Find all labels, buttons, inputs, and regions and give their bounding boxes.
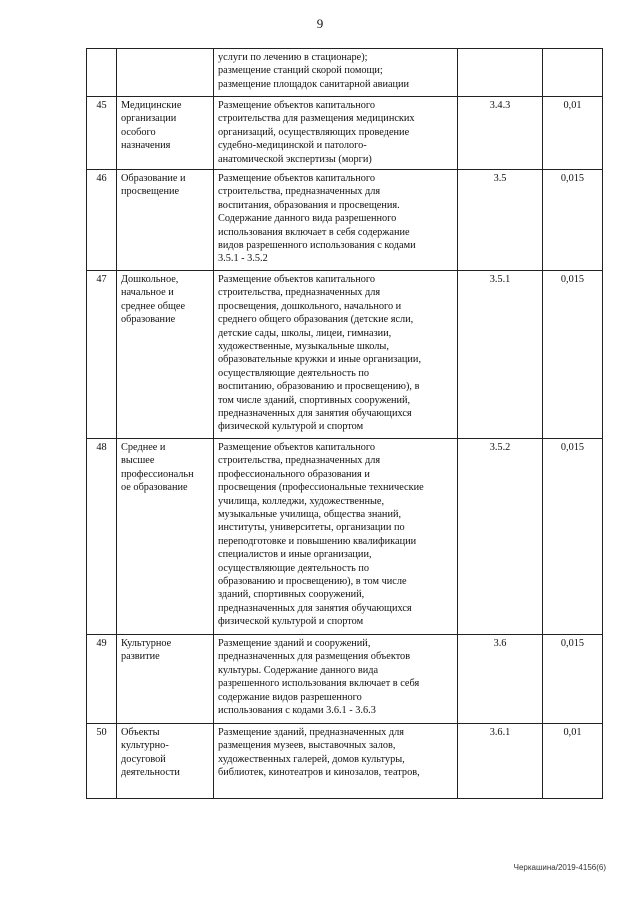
use-description-cell [214,170,458,271]
use-code-cell: 3.5.2 [458,439,543,635]
use-description-line: детские сады, школы, лицеи, гимназии, [218,327,392,339]
use-name-line: деятельности [121,767,180,779]
use-name-line: ое образование [121,482,188,494]
use-description-line: предназначенных для размещения объектов [218,651,411,663]
use-name-line: Объекты [121,727,160,738]
use-description-line: музыкальные училища, общества знаний, [218,509,402,521]
use-description-line: Размещение объектов капитального [218,274,376,285]
use-name-line: организации [121,113,177,125]
use-description-line: осуществляющие деятельность по [218,562,370,574]
row-number-cell: 49 [87,635,117,724]
use-description-line: профессионального образования и [218,468,370,480]
use-description-line: просвещения (профессиональные технические [218,482,424,494]
use-name-line: профессиональн [121,468,194,480]
use-description-line: физической культурой и спортом [218,421,364,433]
use-description-line: Размещение объектов капитального [218,173,376,184]
page-number: 9 [316,16,324,31]
use-description-cell [214,49,458,97]
use-name-cell [117,271,214,439]
use-name-line: досуговой [121,753,166,765]
use-description-line: Содержание данного вида разрешенного [218,213,397,225]
use-name-line: развитие [121,651,160,663]
use-code-cell: 3.5.1 [458,271,543,439]
table-row [87,439,603,635]
use-description-line: размещения музеев, выставочных залов, [218,740,396,752]
table-row [87,170,603,271]
use-name-line: особого [121,126,156,138]
use-description-line: разрешенного использования включает в себя [218,678,420,690]
use-description-line: художественные, музыкальные школы, [218,341,389,353]
use-description-line: 3.5.1 - 3.5.2 [218,253,268,265]
use-description-line: строительства для размещения медицинских [218,113,415,125]
use-name-line: Дошкольное, [121,274,179,285]
use-description-line: осуществляющие деятельность по [218,367,370,379]
use-description-cell [214,439,458,635]
use-name-line: высшее [121,455,155,467]
row-number-cell: 47 [87,271,117,439]
table-row [87,271,603,439]
use-description-line: специалистов и иные организации, [218,549,372,561]
use-description-line: библиотек, кинотеатров и кинозалов, театров, [218,767,420,779]
table-row [87,724,603,799]
use-code-cell: 3.4.3 [458,97,543,170]
use-description-line: использования включает в себя содержание [218,226,410,238]
use-description-cell [214,97,458,170]
use-description-line: среднего общего образования (детские ясли, [218,314,414,326]
table-row [87,97,603,170]
use-description-line: переподготовке и повышению квалификации [218,535,417,547]
use-description-line: культуры. Содержание данного вида [218,664,379,676]
use-description-line: услуги по лечению в стационаре); [218,52,368,63]
use-description-line: содержание видов разрешенного [218,691,362,703]
use-name-cell [117,49,214,97]
use-description-line: анатомической экспертизы (морги) [218,153,372,165]
row-number-cell [87,49,117,97]
coefficient-cell: 0,015 [543,439,603,635]
use-name-line: Среднее и [121,442,166,453]
use-name-line: Медицинские [121,100,182,111]
use-code-cell: 3.5 [458,170,543,271]
use-description-line: образовательные кружки и иные организации, [218,354,422,366]
use-name-cell [117,635,214,724]
use-name-line: культурно- [121,740,169,752]
table-row [87,635,603,724]
coefficient-cell: 0,015 [543,271,603,439]
use-name-line: назначения [121,140,171,152]
use-name-line: просвещение [121,186,180,198]
use-description-line: использования с кодами 3.6.1 - 3.6.3 [218,705,376,717]
use-description-cell [214,271,458,439]
use-name-line: образование [121,314,176,326]
row-number-cell: 50 [87,724,117,799]
row-number-cell: 48 [87,439,117,635]
use-description-line: Размещение зданий и сооружений, [218,638,371,649]
use-description-line: предназначенных для занятия обучающихся [218,602,412,614]
use-description-line: институты, университеты, организации по [218,522,405,534]
use-name-cell [117,170,214,271]
coefficient-cell [543,49,603,97]
use-description-line: строительства, предназначенных для [218,455,381,467]
use-description-line: просвещения, дошкольного, начального и [218,300,402,312]
use-description-cell [214,724,458,799]
use-name-line: Культурное [121,638,172,649]
use-description-line: художественных галерей, домов культуры, [218,753,405,765]
use-name-cell [117,439,214,635]
use-code-cell: 3.6.1 [458,724,543,799]
use-description-line: строительства, предназначенных для [218,186,381,198]
coefficient-cell: 0,015 [543,635,603,724]
use-description-line: воспитания, образования и просвещения. [218,199,400,211]
coefficient-cell: 0,015 [543,170,603,271]
use-name-cell [117,724,214,799]
use-description-line: видов разрешенного использования с кодами [218,240,416,252]
use-description-line: воспитанию, образованию и просвещению), в [218,381,420,393]
use-description-line: физической культурой и спортом [218,616,364,628]
use-name-line: среднее общее [121,300,186,312]
use-description-line: Размещение объектов капитального [218,442,376,453]
use-code-cell: 3.6 [458,635,543,724]
use-description-line: Размещение объектов капитального [218,100,376,111]
use-description-line: училища, колледжи, художественные, [218,495,385,507]
use-code-cell [458,49,543,97]
use-name-line: начальное и [121,287,174,299]
use-description-line: размещение площадок санитарной авиации [218,78,410,90]
use-description-cell [214,635,458,724]
use-description-line: зданий, спортивных сооружений, [218,589,365,601]
coefficient-cell: 0,01 [543,97,603,170]
use-description-line: строительства, предназначенных для [218,287,381,299]
document-footer-code: Черкашина/2019-4156(6) [513,863,606,872]
use-description-line: том числе зданий, спортивных сооружений, [218,394,411,406]
use-description-line: судебно-медицинской и патолого- [218,140,367,152]
use-name-line: Образование и [121,173,186,184]
coefficient-cell: 0,01 [543,724,603,799]
table-row [87,49,603,97]
row-number-cell: 46 [87,170,117,271]
use-description-line: Размещение зданий, предназначенных для [218,727,405,738]
use-description-line: образованию и просвещению), в том числе [218,576,407,588]
use-name-cell [117,97,214,170]
use-description-line: размещение станций скорой помощи; [218,65,383,77]
row-number-cell: 45 [87,97,117,170]
land-use-table [86,48,603,799]
use-description-line: организаций, осуществляющих проведение [218,126,410,138]
use-description-line: предназначенных для занятия обучающихся [218,408,412,420]
